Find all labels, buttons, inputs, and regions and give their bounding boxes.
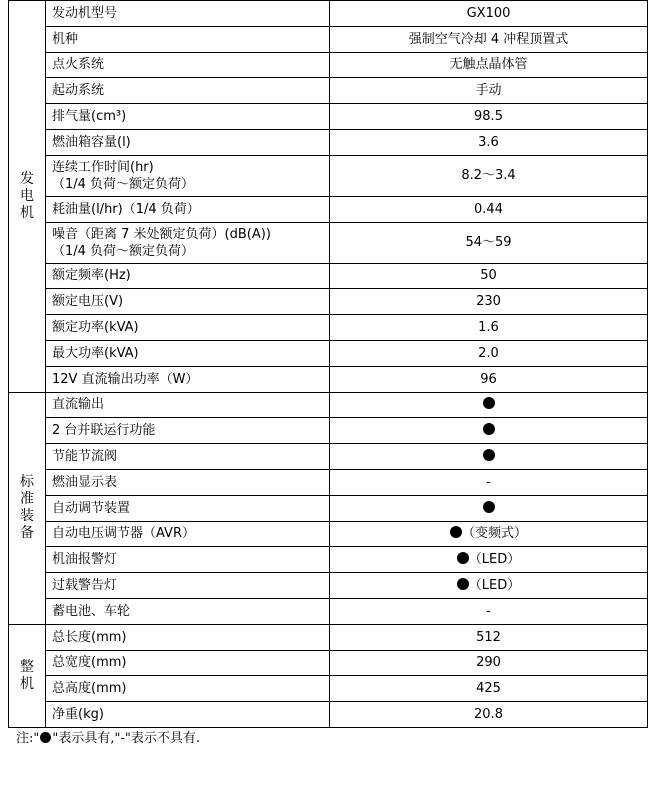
spec-label	[46, 196, 330, 222]
spec-label-line: 噪音（距离 7 米处额定负荷）(dB(A))	[52, 226, 271, 242]
table-row	[9, 104, 648, 130]
table-row	[9, 392, 648, 418]
spec-value	[330, 444, 648, 470]
filled-circle-icon	[483, 423, 495, 435]
spec-label	[46, 418, 330, 444]
spec-value: 425	[330, 676, 648, 702]
spec-label-line: 蓄电池、车轮	[52, 603, 131, 619]
spec-label	[46, 650, 330, 676]
spec-value: 3.6	[330, 129, 648, 155]
table-row	[9, 547, 648, 573]
spec-label	[46, 263, 330, 289]
spec-label-line: 总高度(mm)	[52, 681, 127, 697]
category-cell: 标 准 装 备	[9, 392, 46, 624]
spec-value: 强制空气冷却 4 冲程顶置式	[330, 26, 648, 52]
spec-label	[46, 315, 330, 341]
spec-value-suffix: （变频式）	[461, 526, 527, 542]
spec-label-line: 最大功率(kVA)	[52, 345, 139, 361]
table-row	[9, 702, 648, 728]
spec-label	[46, 155, 330, 196]
spec-label-line: 机种	[52, 31, 79, 47]
spec-value	[330, 392, 648, 418]
spec-value: 2.0	[330, 340, 648, 366]
spec-label	[46, 676, 330, 702]
spec-label	[46, 521, 330, 547]
spec-value: 手动	[330, 78, 648, 104]
spec-label-line: 过载警告灯	[52, 578, 118, 594]
filled-circle-icon	[483, 397, 495, 409]
table-row	[9, 366, 648, 392]
spec-value	[330, 418, 648, 444]
spec-value: 20.8	[330, 702, 648, 728]
table-row	[9, 222, 648, 263]
spec-value: 无触点晶体管	[330, 52, 648, 78]
spec-value: -	[330, 598, 648, 624]
spec-value: 0.44	[330, 196, 648, 222]
spec-value: 290	[330, 650, 648, 676]
spec-label-line: 总宽度(mm)	[52, 655, 127, 671]
spec-label-line-2: （1/4 负荷～额定负荷）	[52, 243, 195, 259]
spec-value-suffix: （LED）	[468, 578, 521, 594]
spec-label	[46, 598, 330, 624]
spec-label-line: 自动电压调节器（AVR）	[52, 526, 195, 542]
spec-label-line: 总长度(mm)	[52, 629, 127, 645]
spec-label	[46, 340, 330, 366]
table-row	[9, 469, 648, 495]
spec-label-line: 燃油显示表	[52, 474, 118, 490]
spec-label	[46, 1, 330, 27]
spec-label	[46, 444, 330, 470]
table-row	[9, 676, 648, 702]
spec-label-line: 排气量(cm³)	[52, 109, 127, 125]
spec-label	[46, 547, 330, 573]
category-cell: 整 机	[9, 624, 46, 727]
spec-label	[46, 222, 330, 263]
spec-label	[46, 702, 330, 728]
spec-value: 512	[330, 624, 648, 650]
spec-value: 230	[330, 289, 648, 315]
table-row	[9, 521, 648, 547]
table-row	[9, 52, 648, 78]
spec-label-line: 节能节流阀	[52, 449, 118, 465]
spec-label-line: 连续工作时间(hr)	[52, 159, 154, 175]
spec-label	[46, 104, 330, 130]
spec-value: 98.5	[330, 104, 648, 130]
table-row	[9, 598, 648, 624]
spec-label-line: 机油报警灯	[52, 552, 118, 568]
filled-circle-icon	[450, 526, 462, 538]
spec-label	[46, 392, 330, 418]
spec-label-line: 12V 直流输出功率（W）	[52, 371, 199, 387]
spec-label	[46, 573, 330, 599]
spec-label-line: 额定功率(kVA)	[52, 320, 139, 336]
table-row	[9, 155, 648, 196]
spec-label-line: 发动机型号	[52, 5, 118, 21]
table-row	[9, 263, 648, 289]
spec-label-line: 2 台并联运行功能	[52, 423, 156, 439]
spec-label-line: 额定电压(V)	[52, 294, 124, 310]
category-cell: 发 电 机	[9, 1, 46, 393]
spec-value: -	[330, 469, 648, 495]
filled-circle-icon	[457, 578, 469, 590]
table-row	[9, 624, 648, 650]
table-row	[9, 1, 648, 27]
table-row	[9, 289, 648, 315]
spec-label-line: 直流输出	[52, 397, 105, 413]
filled-circle-icon	[40, 732, 51, 743]
spec-label-line: 自动调节装置	[52, 500, 131, 516]
filled-circle-icon	[457, 552, 469, 564]
table-row	[9, 650, 648, 676]
spec-value	[330, 521, 648, 547]
spec-label	[46, 26, 330, 52]
spec-value: 54～59	[330, 222, 648, 263]
spec-label-line: 起动系统	[52, 83, 105, 99]
spec-value: GX100	[330, 1, 648, 27]
spec-value: 8.2～3.4	[330, 155, 648, 196]
table-row	[9, 495, 648, 521]
spec-label	[46, 469, 330, 495]
spec-label-line: 点火系统	[52, 57, 105, 73]
table-row	[9, 315, 648, 341]
spec-label-line: 净重(kg)	[52, 707, 104, 723]
table-row	[9, 26, 648, 52]
spec-label	[46, 289, 330, 315]
table-row	[9, 418, 648, 444]
spec-label	[46, 129, 330, 155]
filled-circle-icon	[483, 501, 495, 513]
table-row	[9, 78, 648, 104]
spec-value	[330, 495, 648, 521]
spec-value	[330, 573, 648, 599]
filled-circle-icon	[483, 449, 495, 461]
spec-label-line-2: （1/4 负荷～额定负荷）	[52, 176, 195, 192]
footnote-prefix: 注:"	[16, 731, 40, 746]
spec-label	[46, 366, 330, 392]
spec-label	[46, 495, 330, 521]
table-row	[9, 340, 648, 366]
spec-label-line: 额定频率(Hz)	[52, 268, 131, 284]
spec-label-line: 耗油量(l/hr)（1/4 负荷）	[52, 201, 200, 217]
footnote	[16, 727, 200, 746]
spec-label	[46, 624, 330, 650]
table-row	[9, 129, 648, 155]
table-row	[9, 444, 648, 470]
spec-value-suffix: （LED）	[468, 552, 521, 568]
spec-label	[46, 78, 330, 104]
spec-value: 1.6	[330, 315, 648, 341]
footnote-text: "表示具有,"-"表示不具有.	[52, 731, 200, 746]
spec-label	[46, 52, 330, 78]
spec-value: 96	[330, 366, 648, 392]
spec-table	[8, 0, 648, 728]
spec-value	[330, 547, 648, 573]
table-row	[9, 573, 648, 599]
spec-value: 50	[330, 263, 648, 289]
spec-label-line: 燃油箱容量(l)	[52, 134, 131, 150]
table-row	[9, 196, 648, 222]
